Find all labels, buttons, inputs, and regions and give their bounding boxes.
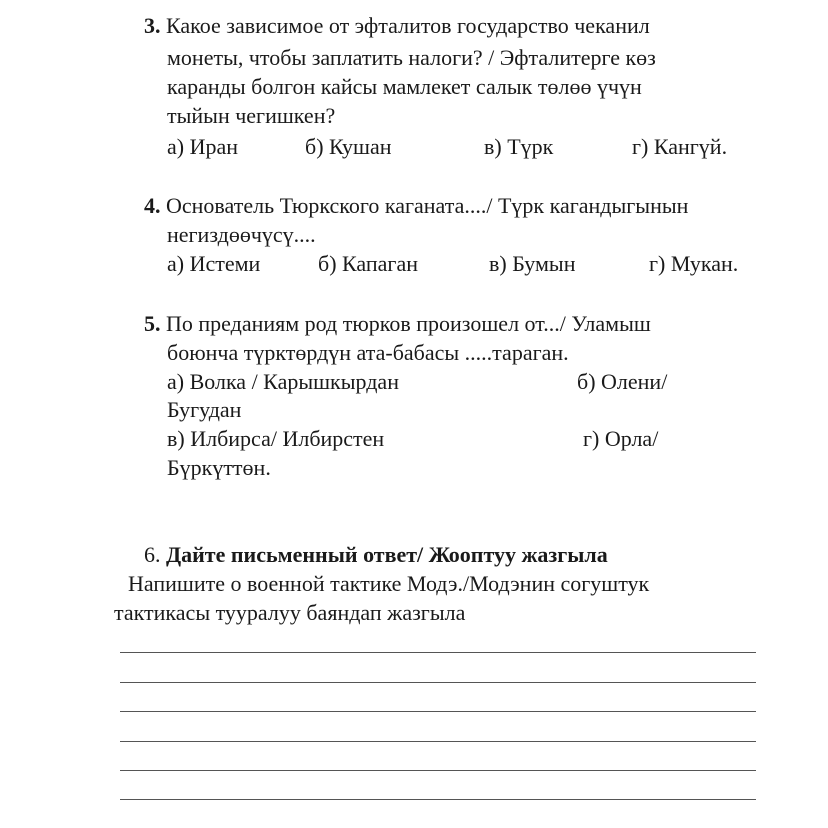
q3-line-2: монеты, чтобы заплатить налоги? / Эфталитерге көз (167, 45, 656, 70)
q4-option-c: в) Бумын (489, 251, 576, 276)
q6-heading: Дайте письменный ответ/ Жооптуу жазгыла (166, 542, 608, 567)
q6-line-1: Напишите о военной тактике Модэ./Модэнин согуштук (128, 571, 650, 596)
q3-number: 3. (144, 13, 161, 38)
q3-line-4: тыйын чегишкен? (167, 103, 336, 128)
q4-line-1 (144, 193, 688, 219)
q3-line-3: каранды болгон кайсы мамлекет салык төлөө үчүн (167, 74, 642, 99)
q5-option-a: а) Волка / Карышкырдан (167, 369, 399, 394)
answer-line[interactable] (120, 741, 756, 742)
q4-line-2: негиздөөчүсү.... (167, 222, 316, 247)
q4-option-a: а) Истеми (167, 251, 261, 276)
q3-option-d: г) Кангүй. (632, 134, 728, 159)
q3-option-b: б) Кушан (305, 134, 392, 159)
answer-line[interactable] (120, 682, 756, 683)
answer-line[interactable] (120, 799, 756, 800)
q5-line-2: боюнча түрктөрдүн ата-бабасы .....тараган. (167, 340, 569, 365)
q5-number: 5. (144, 311, 161, 336)
q4-number: 4. (144, 193, 161, 218)
q5-option-b: б) Олени/ (577, 369, 668, 394)
q3-option-c: в) Түрк (484, 134, 554, 159)
q3-line-1 (144, 13, 650, 39)
q5-text-1: По преданиям род тюрков произошел от.../ Уламыш (166, 311, 651, 336)
q4-option-b: б) Капаган (318, 251, 418, 276)
answer-line[interactable] (120, 652, 756, 653)
q6-heading-line (144, 542, 608, 568)
q5-line-1 (144, 311, 651, 337)
q3-text-1: Какое зависимое от эфталитов государство чеканил (166, 13, 650, 38)
q6-number: 6. (144, 542, 161, 567)
q6-line-2: тактикасы тууралуу баяндап жазгыла (114, 600, 466, 625)
answer-line[interactable] (120, 711, 756, 712)
q4-option-d: г) Мукан. (649, 251, 739, 276)
q4-text-1: Основатель Тюркского каганата..../ Түрк кагандыгынын (166, 193, 689, 218)
q5-option-d-cont: Бүркүттөн. (167, 455, 271, 480)
q5-option-c: в) Илбирса/ Илбирстен (167, 426, 385, 451)
answer-line[interactable] (120, 770, 756, 771)
q5-option-b-cont: Бугудан (167, 397, 242, 422)
q5-option-d: г) Орла/ (583, 426, 659, 451)
q3-option-a: а) Иран (167, 134, 239, 159)
